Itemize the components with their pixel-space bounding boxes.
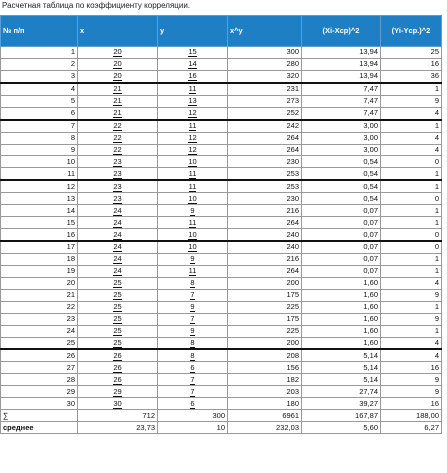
cell-row-index[interactable]: 12 xyxy=(1,180,78,192)
average-row xyxy=(1,422,442,434)
cell-x-value[interactable] xyxy=(78,313,158,325)
cell-x-value[interactable] xyxy=(78,289,158,301)
table-row xyxy=(1,47,442,59)
cell-y-deviation-sq[interactable]: 16 xyxy=(381,362,442,374)
cell-y-value[interactable] xyxy=(158,83,228,95)
cell-y-value[interactable] xyxy=(158,47,228,59)
cell-text: 29 xyxy=(113,386,122,396)
table-row xyxy=(1,289,442,301)
cell-x-deviation-sq[interactable]: 0,07 xyxy=(302,265,381,277)
cell-text: 7 xyxy=(190,314,195,324)
cell-y-deviation-sq[interactable]: 16 xyxy=(381,398,442,410)
sum-cell[interactable]: 300 xyxy=(158,410,228,422)
table-row xyxy=(1,180,442,192)
cell-text: 24 xyxy=(113,254,122,264)
cell-xy-product[interactable]: 175 xyxy=(228,313,302,325)
cell-y-deviation-sq[interactable]: 0 xyxy=(381,241,442,253)
cell-row-index[interactable]: 13 xyxy=(1,193,78,205)
cell-text: 25 xyxy=(113,290,122,300)
cell-text: 12 xyxy=(188,133,197,143)
cell-xy-product[interactable]: 253 xyxy=(228,180,302,192)
cell-x-deviation-sq[interactable]: 13,94 xyxy=(302,70,381,82)
cell-xy-product[interactable]: 264 xyxy=(228,265,302,277)
cell-x-deviation-sq[interactable]: 0,07 xyxy=(302,253,381,265)
cell-x-deviation-sq[interactable]: 39,27 xyxy=(302,398,381,410)
table-row xyxy=(1,374,442,386)
header-xy[interactable]: x^y xyxy=(228,16,302,47)
cell-text: 11 xyxy=(188,181,197,191)
cell-y-deviation-sq[interactable]: 9 xyxy=(381,313,442,325)
cell-xy-product[interactable]: 230 xyxy=(228,156,302,168)
cell-y-value[interactable] xyxy=(158,180,228,192)
cell-y-deviation-sq[interactable]: 1 xyxy=(381,253,442,265)
cell-row-index[interactable]: 20 xyxy=(1,277,78,289)
cell-text: 23 xyxy=(113,193,122,203)
cell-x-value[interactable] xyxy=(78,47,158,59)
cell-x-deviation-sq[interactable]: 7,47 xyxy=(302,83,381,95)
cell-y-deviation-sq[interactable]: 1 xyxy=(381,180,442,192)
cell-text: 13 xyxy=(188,96,197,106)
cell-text: 10 xyxy=(188,193,197,203)
sheet-title: Расчетная таблица по коэффициенту корреляции. xyxy=(2,1,191,10)
cell-x-value[interactable] xyxy=(78,193,158,205)
cell-xy-product[interactable]: 180 xyxy=(228,398,302,410)
cell-y-value[interactable] xyxy=(158,58,228,70)
average-cell[interactable]: 6,27 xyxy=(381,422,442,434)
average-label[interactable]: среднее xyxy=(1,422,78,434)
cell-x-deviation-sq[interactable]: 3,00 xyxy=(302,132,381,144)
cell-xy-product[interactable]: 264 xyxy=(228,132,302,144)
cell-xy-product[interactable]: 200 xyxy=(228,337,302,349)
cell-text: 25 xyxy=(113,337,122,347)
cell-x-deviation-sq[interactable]: 5,14 xyxy=(302,362,381,374)
cell-y-value[interactable] xyxy=(158,337,228,349)
cell-x-value[interactable] xyxy=(78,168,158,180)
table-row xyxy=(1,362,442,374)
cell-text: 20 xyxy=(113,59,122,69)
table-row xyxy=(1,156,442,168)
cell-x-value[interactable] xyxy=(78,107,158,119)
table-row xyxy=(1,229,442,241)
cell-text: 16 xyxy=(188,71,197,81)
table-row xyxy=(1,144,442,156)
cell-row-index[interactable]: 10 xyxy=(1,156,78,168)
cell-x-deviation-sq[interactable]: 0,07 xyxy=(302,217,381,229)
cell-xy-product[interactable]: 280 xyxy=(228,58,302,70)
cell-x-value[interactable] xyxy=(78,253,158,265)
cell-text: 8 xyxy=(190,350,195,360)
cell-row-index[interactable]: 19 xyxy=(1,265,78,277)
cell-text: 24 xyxy=(113,217,122,227)
cell-y-value[interactable] xyxy=(158,107,228,119)
cell-text: 6 xyxy=(190,398,195,408)
correlation-table xyxy=(0,15,442,434)
table-row xyxy=(1,95,442,107)
cell-y-value[interactable] xyxy=(158,362,228,374)
header-index[interactable]: № п/п xyxy=(1,16,78,47)
cell-row-index[interactable]: 2 xyxy=(1,58,78,70)
table-row xyxy=(1,205,442,217)
cell-x-deviation-sq[interactable]: 0,07 xyxy=(302,205,381,217)
cell-y-deviation-sq[interactable]: 4 xyxy=(381,337,442,349)
cell-y-value[interactable] xyxy=(158,70,228,82)
cell-x-value[interactable] xyxy=(78,277,158,289)
cell-xy-product[interactable]: 216 xyxy=(228,205,302,217)
cell-row-index[interactable]: 25 xyxy=(1,337,78,349)
table-row xyxy=(1,313,442,325)
cell-x-deviation-sq[interactable]: 1,60 xyxy=(302,277,381,289)
cell-x-value[interactable] xyxy=(78,398,158,410)
cell-x-value[interactable] xyxy=(78,229,158,241)
cell-text: 22 xyxy=(113,133,122,143)
table-row xyxy=(1,193,442,205)
cell-x-deviation-sq[interactable]: 1,60 xyxy=(302,325,381,337)
cell-x-deviation-sq[interactable]: 0,54 xyxy=(302,180,381,192)
cell-y-deviation-sq[interactable]: 9 xyxy=(381,374,442,386)
table-row xyxy=(1,83,442,95)
cell-text: 25 xyxy=(113,314,122,324)
cell-xy-product[interactable]: 156 xyxy=(228,362,302,374)
cell-text: 10 xyxy=(188,229,197,239)
cell-xy-product[interactable]: 320 xyxy=(228,70,302,82)
table-row xyxy=(1,386,442,398)
cell-xy-product[interactable]: 242 xyxy=(228,120,302,132)
cell-x-deviation-sq[interactable]: 13,94 xyxy=(302,58,381,70)
cell-y-deviation-sq[interactable]: 0 xyxy=(381,156,442,168)
cell-text: 12 xyxy=(188,108,197,118)
cell-xy-product[interactable]: 230 xyxy=(228,193,302,205)
cell-x-value[interactable] xyxy=(78,83,158,95)
cell-row-index[interactable]: 18 xyxy=(1,253,78,265)
cell-row-index[interactable]: 8 xyxy=(1,132,78,144)
cell-row-index[interactable]: 30 xyxy=(1,398,78,410)
cell-y-value[interactable] xyxy=(158,205,228,217)
cell-y-deviation-sq[interactable]: 1 xyxy=(381,205,442,217)
cell-text: 11 xyxy=(188,84,197,94)
header-x[interactable]: x xyxy=(78,16,158,47)
cell-row-index[interactable]: 3 xyxy=(1,70,78,82)
cell-y-deviation-sq[interactable]: 1 xyxy=(381,217,442,229)
cell-xy-product[interactable]: 225 xyxy=(228,325,302,337)
table-row xyxy=(1,337,442,349)
cell-row-index[interactable]: 6 xyxy=(1,107,78,119)
cell-text: 10 xyxy=(188,156,197,166)
cell-y-value[interactable] xyxy=(158,398,228,410)
cell-row-index[interactable]: 9 xyxy=(1,144,78,156)
header-x-deviation-sq[interactable]: (Xi-Xcp)^2 xyxy=(302,16,381,47)
cell-row-index[interactable]: 4 xyxy=(1,83,78,95)
cell-y-value[interactable] xyxy=(158,95,228,107)
table-row xyxy=(1,120,442,132)
table-row xyxy=(1,70,442,82)
cell-text: 9 xyxy=(190,302,195,312)
sum-cell[interactable]: 6961 xyxy=(228,410,302,422)
cell-y-deviation-sq[interactable]: 1 xyxy=(381,325,442,337)
cell-xy-product[interactable]: 273 xyxy=(228,95,302,107)
sum-label[interactable]: ∑ xyxy=(1,410,78,422)
cell-text: 21 xyxy=(113,84,122,94)
cell-text: 11 xyxy=(188,266,197,276)
cell-text: 15 xyxy=(188,47,197,57)
cell-y-value[interactable] xyxy=(158,241,228,253)
cell-y-deviation-sq[interactable]: 9 xyxy=(381,289,442,301)
cell-text: 26 xyxy=(113,350,122,360)
cell-xy-product[interactable]: 175 xyxy=(228,289,302,301)
cell-y-deviation-sq[interactable]: 25 xyxy=(381,47,442,59)
table-row xyxy=(1,58,442,70)
cell-row-index[interactable]: 26 xyxy=(1,349,78,361)
cell-x-deviation-sq[interactable]: 1,60 xyxy=(302,313,381,325)
cell-y-value[interactable] xyxy=(158,217,228,229)
cell-text: 22 xyxy=(113,121,122,131)
table-row xyxy=(1,325,442,337)
cell-x-value[interactable] xyxy=(78,386,158,398)
cell-y-value[interactable] xyxy=(158,325,228,337)
cell-x-value[interactable] xyxy=(78,325,158,337)
cell-x-deviation-sq[interactable]: 13,94 xyxy=(302,47,381,59)
cell-row-index[interactable]: 22 xyxy=(1,301,78,313)
cell-text: 7 xyxy=(190,290,195,300)
cell-x-deviation-sq[interactable]: 0,07 xyxy=(302,229,381,241)
table-row xyxy=(1,349,442,361)
cell-y-deviation-sq[interactable]: 1 xyxy=(381,120,442,132)
cell-text: 12 xyxy=(188,144,197,154)
cell-text: 9 xyxy=(190,205,195,215)
cell-xy-product[interactable]: 240 xyxy=(228,241,302,253)
cell-text: 21 xyxy=(113,108,122,118)
cell-text: 25 xyxy=(113,278,122,288)
table-row xyxy=(1,132,442,144)
cell-row-index[interactable]: 15 xyxy=(1,217,78,229)
header-y[interactable]: y xyxy=(158,16,228,47)
average-cell[interactable]: 232,03 xyxy=(228,422,302,434)
cell-x-value[interactable] xyxy=(78,70,158,82)
header-y-deviation-sq[interactable]: (Yi-Ycp.)^2 xyxy=(381,16,442,47)
cell-text: 11 xyxy=(188,217,197,227)
table-row xyxy=(1,277,442,289)
cell-text: 24 xyxy=(113,229,122,239)
cell-x-deviation-sq[interactable]: 3,00 xyxy=(302,144,381,156)
cell-row-index[interactable]: 29 xyxy=(1,386,78,398)
cell-row-index[interactable]: 5 xyxy=(1,95,78,107)
cell-x-deviation-sq[interactable]: 7,47 xyxy=(302,95,381,107)
cell-y-deviation-sq[interactable]: 0 xyxy=(381,193,442,205)
cell-row-index[interactable]: 7 xyxy=(1,120,78,132)
cell-xy-product[interactable]: 231 xyxy=(228,83,302,95)
cell-y-deviation-sq[interactable]: 4 xyxy=(381,107,442,119)
cell-x-value[interactable] xyxy=(78,362,158,374)
table-row xyxy=(1,398,442,410)
cell-y-deviation-sq[interactable]: 1 xyxy=(381,168,442,180)
cell-y-deviation-sq[interactable]: 1 xyxy=(381,265,442,277)
cell-y-deviation-sq[interactable]: 1 xyxy=(381,301,442,313)
cell-text: 7 xyxy=(190,374,195,384)
cell-x-deviation-sq[interactable]: 1,60 xyxy=(302,301,381,313)
cell-x-value[interactable] xyxy=(78,374,158,386)
cell-row-index[interactable]: 28 xyxy=(1,374,78,386)
header-row xyxy=(1,16,442,47)
cell-y-deviation-sq[interactable]: 1 xyxy=(381,83,442,95)
cell-row-index[interactable]: 1 xyxy=(1,47,78,59)
cell-xy-product[interactable]: 203 xyxy=(228,386,302,398)
cell-xy-product[interactable]: 252 xyxy=(228,107,302,119)
table-row xyxy=(1,265,442,277)
cell-y-value[interactable] xyxy=(158,289,228,301)
cell-x-deviation-sq[interactable]: 27,74 xyxy=(302,386,381,398)
cell-y-deviation-sq[interactable]: 0 xyxy=(381,229,442,241)
cell-xy-product[interactable]: 225 xyxy=(228,301,302,313)
cell-xy-product[interactable]: 240 xyxy=(228,229,302,241)
cell-x-deviation-sq[interactable]: 5,14 xyxy=(302,349,381,361)
cell-x-deviation-sq[interactable]: 5,14 xyxy=(302,374,381,386)
cell-x-value[interactable] xyxy=(78,217,158,229)
cell-text: 26 xyxy=(113,374,122,384)
cell-text: 25 xyxy=(113,302,122,312)
cell-xy-product[interactable]: 264 xyxy=(228,217,302,229)
cell-x-value[interactable] xyxy=(78,156,158,168)
cell-text: 6 xyxy=(190,362,195,372)
table-row xyxy=(1,241,442,253)
cell-text: 24 xyxy=(113,205,122,215)
cell-row-index[interactable]: 24 xyxy=(1,325,78,337)
average-cell[interactable]: 23,73 xyxy=(78,422,158,434)
cell-y-deviation-sq[interactable]: 9 xyxy=(381,95,442,107)
cell-text: 9 xyxy=(190,326,195,336)
table-row xyxy=(1,107,442,119)
cell-x-deviation-sq[interactable]: 1,60 xyxy=(302,337,381,349)
table-row xyxy=(1,253,442,265)
cell-text: 30 xyxy=(113,398,122,408)
cell-row-index[interactable]: 11 xyxy=(1,168,78,180)
cell-text: 14 xyxy=(188,59,197,69)
cell-y-value[interactable] xyxy=(158,253,228,265)
table-row xyxy=(1,301,442,313)
cell-text: 11 xyxy=(188,168,197,178)
cell-y-value[interactable] xyxy=(158,386,228,398)
cell-xy-product[interactable]: 200 xyxy=(228,277,302,289)
sum-row xyxy=(1,410,442,422)
average-cell[interactable]: 5,60 xyxy=(302,422,381,434)
cell-x-deviation-sq[interactable]: 7,47 xyxy=(302,107,381,119)
cell-text: 21 xyxy=(113,96,122,106)
cell-x-deviation-sq[interactable]: 0,54 xyxy=(302,193,381,205)
cell-x-value[interactable] xyxy=(78,120,158,132)
cell-x-deviation-sq[interactable]: 1,60 xyxy=(302,289,381,301)
cell-text: 23 xyxy=(113,168,122,178)
sum-cell[interactable]: 712 xyxy=(78,410,158,422)
cell-x-value[interactable] xyxy=(78,301,158,313)
cell-y-deviation-sq[interactable]: 16 xyxy=(381,58,442,70)
cell-text: 24 xyxy=(113,266,122,276)
cell-text: 10 xyxy=(188,242,197,252)
table-row xyxy=(1,168,442,180)
cell-text: 25 xyxy=(113,326,122,336)
cell-xy-product[interactable]: 264 xyxy=(228,144,302,156)
cell-text: 8 xyxy=(190,278,195,288)
cell-x-value[interactable] xyxy=(78,58,158,70)
cell-xy-product[interactable]: 253 xyxy=(228,168,302,180)
cell-text: 23 xyxy=(113,156,122,166)
cell-row-index[interactable]: 23 xyxy=(1,313,78,325)
cell-text: 7 xyxy=(190,386,195,396)
sum-cell[interactable]: 167,87 xyxy=(302,410,381,422)
cell-y-value[interactable] xyxy=(158,349,228,361)
cell-y-deviation-sq[interactable]: 9 xyxy=(381,386,442,398)
cell-y-deviation-sq[interactable]: 4 xyxy=(381,349,442,361)
cell-x-value[interactable] xyxy=(78,337,158,349)
cell-y-deviation-sq[interactable]: 4 xyxy=(381,277,442,289)
cell-text: 24 xyxy=(113,242,122,252)
cell-row-index[interactable]: 16 xyxy=(1,229,78,241)
cell-y-value[interactable] xyxy=(158,156,228,168)
cell-xy-product[interactable]: 208 xyxy=(228,349,302,361)
cell-y-value[interactable] xyxy=(158,277,228,289)
cell-text: 26 xyxy=(113,362,122,372)
cell-x-value[interactable] xyxy=(78,205,158,217)
cell-text: 11 xyxy=(188,121,197,131)
cell-x-deviation-sq[interactable]: 0,54 xyxy=(302,156,381,168)
cell-x-value[interactable] xyxy=(78,241,158,253)
cell-text: 20 xyxy=(113,71,122,81)
cell-text: 23 xyxy=(113,181,122,191)
cell-y-value[interactable] xyxy=(158,313,228,325)
cell-y-deviation-sq[interactable]: 36 xyxy=(381,70,442,82)
cell-y-value[interactable] xyxy=(158,144,228,156)
cell-row-index[interactable]: 21 xyxy=(1,289,78,301)
cell-y-deviation-sq[interactable]: 4 xyxy=(381,132,442,144)
cell-x-value[interactable] xyxy=(78,144,158,156)
cell-text: 9 xyxy=(190,254,195,264)
cell-x-value[interactable] xyxy=(78,180,158,192)
table-row xyxy=(1,217,442,229)
cell-text: 8 xyxy=(190,337,195,347)
cell-y-deviation-sq[interactable]: 4 xyxy=(381,144,442,156)
cell-x-deviation-sq[interactable]: 0,54 xyxy=(302,168,381,180)
cell-y-value[interactable] xyxy=(158,301,228,313)
cell-x-value[interactable] xyxy=(78,265,158,277)
cell-x-deviation-sq[interactable]: 3,00 xyxy=(302,120,381,132)
cell-y-value[interactable] xyxy=(158,120,228,132)
cell-y-value[interactable] xyxy=(158,229,228,241)
cell-text: 22 xyxy=(113,144,122,154)
cell-text: 20 xyxy=(113,47,122,57)
cell-x-deviation-sq[interactable]: 0,07 xyxy=(302,241,381,253)
cell-xy-product[interactable]: 182 xyxy=(228,374,302,386)
cell-row-index[interactable]: 17 xyxy=(1,241,78,253)
cell-x-value[interactable] xyxy=(78,349,158,361)
cell-y-value[interactable] xyxy=(158,374,228,386)
cell-xy-product[interactable]: 216 xyxy=(228,253,302,265)
sum-cell[interactable]: 188,00 xyxy=(381,410,442,422)
cell-row-index[interactable]: 14 xyxy=(1,205,78,217)
cell-row-index[interactable]: 27 xyxy=(1,362,78,374)
cell-x-value[interactable] xyxy=(78,132,158,144)
cell-y-value[interactable] xyxy=(158,132,228,144)
cell-y-value[interactable] xyxy=(158,193,228,205)
cell-x-value[interactable] xyxy=(78,95,158,107)
cell-xy-product[interactable]: 300 xyxy=(228,47,302,59)
cell-y-value[interactable] xyxy=(158,168,228,180)
average-cell[interactable]: 10 xyxy=(158,422,228,434)
cell-y-value[interactable] xyxy=(158,265,228,277)
